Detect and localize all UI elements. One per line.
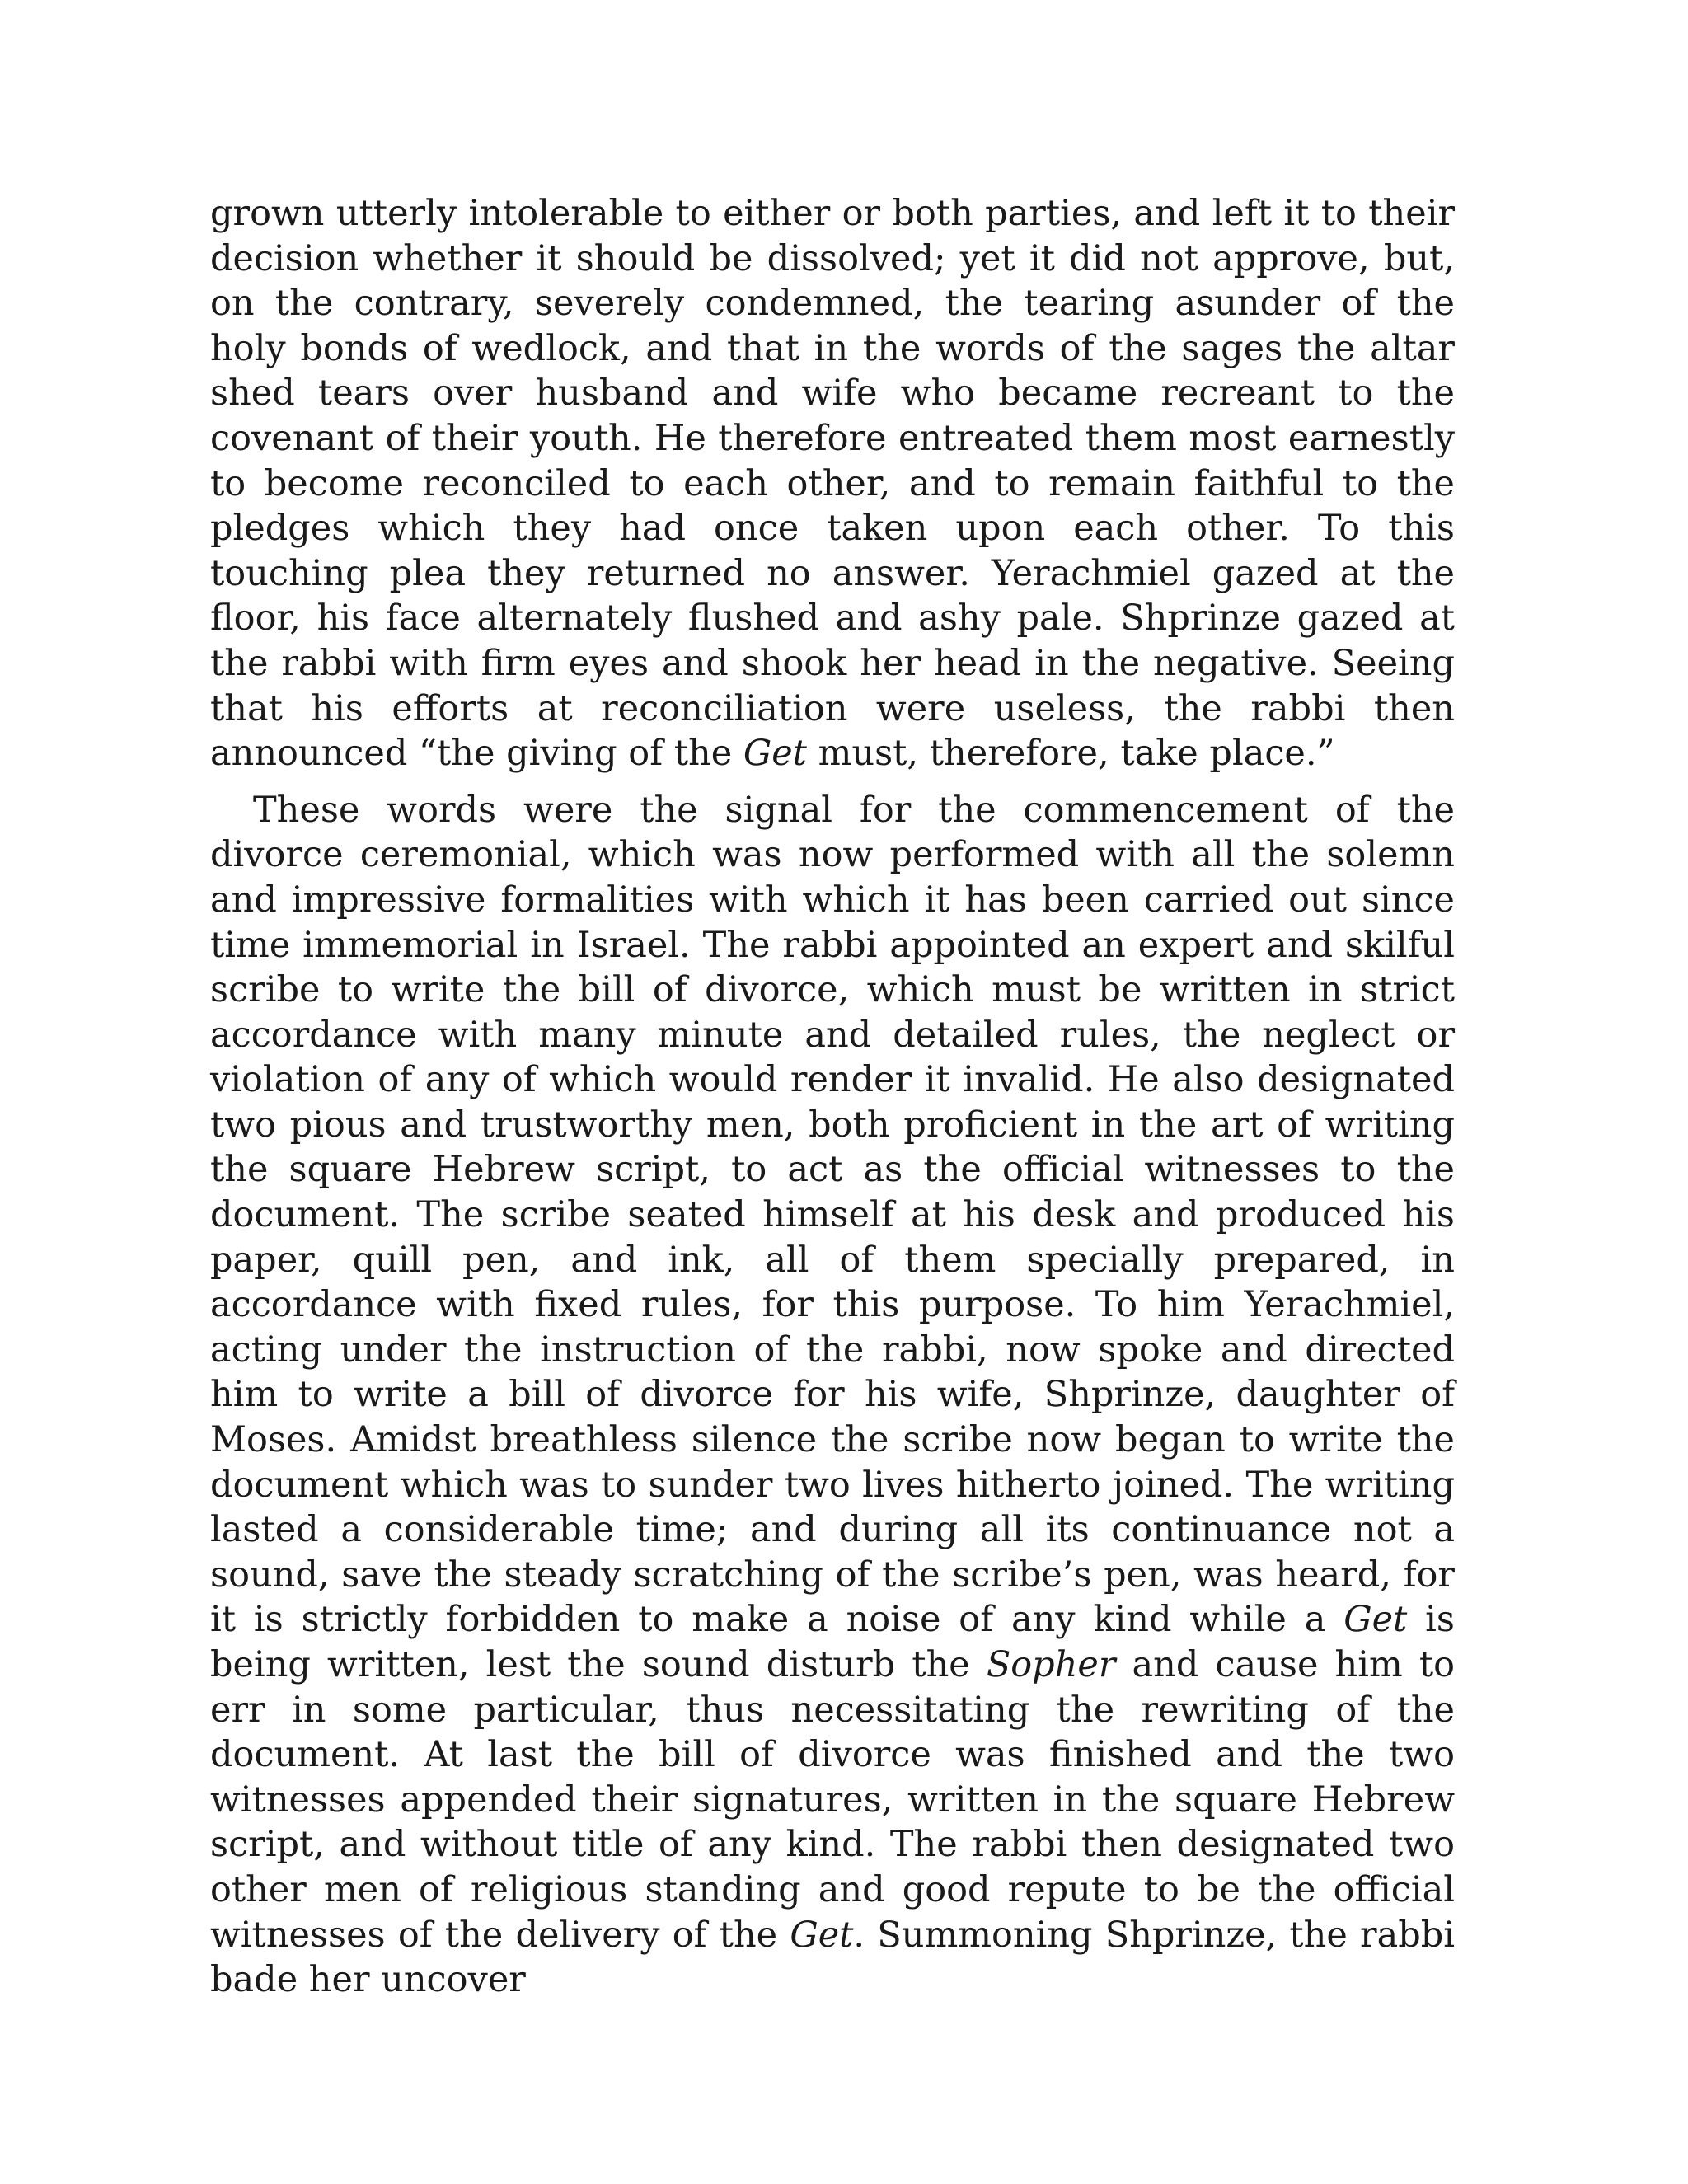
text-run: grown utterly intolerable to either or both parties, and left it to their decision whether it should be dissolved; yet it did not approve, but, on the contrary, severely condemned, the tearing asunder of the holy bonds of wedlock, and that in the words of the sages the altar shed tears over husband and wife who became recreant to the covenant of their youth. He therefore entreated them most earnestly to become reconciled to each other, and to remain faithful to the pledges which they had once taken upon each other. To this touching plea they returned no answer. Yerachmiel gazed at the floor, his face alternately flushed and ashy pale. Shprinze gazed at the rabbi with firm eyes and shook her head in the negative. Seeing that his efforts at reconciliation were useless, the rabbi then announced “the giving of the <box>210 193 1455 775</box>
italic-term: Get <box>1343 1599 1408 1641</box>
text-run: and cause him to err in some particular, thus necessitating the rewriting of the document. At last the bill of divorce was finished and the two witnesses appended their signatures, written in the square Hebrew script, and without title of any kind. The rabbi then designated two other men of religious standing and good repute to be the official witnesses of the delivery of the <box>210 1644 1455 1956</box>
body-text <box>210 191 1455 2003</box>
text-run: These words were the signal for the commencement of the divorce ceremonial, which was now performed with all the solemn and impressive formalities with which it has been carried out since time immemorial in Israel. The rabbi appointed an expert and skilful scribe to write the bill of divorce, which must be written in strict accordance with many minute and detailed rules, the neglect or violation of any of which would render it invalid. He also designated two pious and trustworthy men, both proficient in the art of writing the square Hebrew script, to act as the official witnesses to the document. The scribe seated himself at his desk and produced his paper, quill pen, and ink, all of them specially prepared, in accordance with fixed rules, for this purpose. To him Yerachmiel, acting under the instruction of the rabbi, now spoke and directed him to write a bill of divorce for his wife, Shprinze, daughter of Moses. Amidst breathless silence the scribe now began to write the document which was to sunder two lives hitherto joined. The writing lasted a considerable time; and during all its continuance not a sound, save the steady scratching of the scribe’s pen, was heard, for it is strictly forbidden to make a noise of any kind while a <box>210 789 1455 1641</box>
paragraph <box>210 191 1455 776</box>
text-run: is being written, lest the sound disturb the <box>210 1599 1455 1685</box>
text-run: must, therefore, take place.” <box>806 733 1335 775</box>
italic-term: Sopher <box>986 1644 1116 1685</box>
italic-term: Get <box>790 1914 854 1956</box>
paragraph <box>210 788 1455 2003</box>
text-run: . Summoning Shprinze, the rabbi bade her uncover <box>210 1914 1456 2001</box>
italic-term: Get <box>743 733 807 775</box>
